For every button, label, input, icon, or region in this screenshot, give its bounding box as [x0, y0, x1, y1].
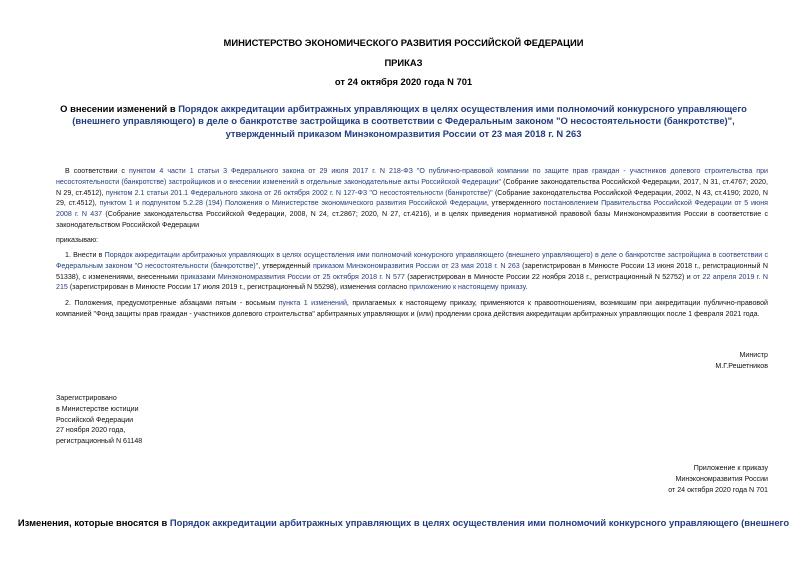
item1-text-2: , утвержденный [258, 261, 313, 270]
item1-link-order-215[interactable]: от 22 апреля 2019 г. N 215 [56, 272, 769, 292]
item1-link-procedure[interactable]: Порядок аккредитации арбитражных управляющих в целях осуществления ими полномочий конкурсного управляющего (внешнего управляющего) в деле о банкротстве застройщика в соответствии с Федеральным законом "О несостоятельности (банкротстве)" [56, 251, 769, 270]
preamble-link-resolution-437[interactable]: постановлением Правительства Российской Федерации от 5 июня 2008 г. N 437 [56, 199, 768, 219]
signature-name: М.Г.Решетников [715, 361, 768, 370]
item2-link-changes-point-1[interactable]: пункта 1 изменений [278, 299, 347, 307]
preamble-text-2: (Собрание законодательства Российской Федерации, 2017, N 31, ст.4767; 2020, N 29, ст.4512), [56, 177, 768, 197]
changes-title-prefix: Изменения, которые вносятся в [17, 517, 170, 528]
registration-line-3: Российской Федерации [56, 415, 134, 424]
preamble-link-regulation[interactable]: пунктом 1 и подпунктом 5.2.28 (194) Положения о Министерстве экономического развития Российской Федерации [99, 199, 487, 208]
item1-text-5: (зарегистрирован в Минюсте России 17 июля 2019 г., регистрационный N 55298), изменения согласно [67, 283, 410, 292]
item1-text-3: (зарегистрирован в Минюсте России 13 июня 2018 г., регистрационный N 51338), с изменениями, внесенными [56, 261, 768, 281]
item1-text-1: 1. Внести в [65, 251, 105, 259]
changes-title-link[interactable]: Порядок аккредитации арбитражных управляющих в целях осуществления ими полномочий конкурсного управляющего (внешнего [169, 517, 790, 528]
order-word: приказываю: [56, 236, 99, 244]
item-1-paragraph [56, 250, 768, 293]
registration-block [56, 393, 256, 447]
document-title [56, 103, 751, 140]
item1-link-appendix[interactable]: приложению к настоящему приказу [409, 283, 526, 292]
preamble-text-3: (Собрание законодательства Российской Федерации, 2002, N 43, ст.4190; 2020, N 29, ст.4512), [56, 188, 768, 208]
item-2-paragraph [56, 298, 768, 320]
signature-position: Министр [739, 351, 768, 359]
appendix-line-1: Приложение к приказу [693, 464, 768, 472]
registration-line-5: регистрационный N 61148 [56, 437, 143, 446]
ministry-heading: МИНИСТЕРСТВО ЭКОНОМИЧЕСКОГО РАЗВИТИЯ РОССИЙСКОЙ ФЕДЕРАЦИИ [223, 37, 584, 48]
registration-line-2: в Министерстве юстиции [56, 404, 139, 413]
registration-line-4: 27 ноября 2020 года, [56, 426, 126, 435]
preamble-text-1: В соответствии с [65, 167, 129, 175]
changes-title [10, 517, 797, 528]
signature-block [560, 350, 768, 372]
item2-text-2: , прилагаемых к настоящему приказу, применяются к правоотношениям, возникшим при аккредитации публично-правовой компанией "Фонд защиты прав граждан - участников долевого строительства" арбитражных управляющих и (или) продлении срока действия аккредитации арбитражных управляющих после 1 февраля 2021 года. [56, 299, 768, 318]
preamble-link-218fz[interactable]: пунктом 4 части 1 статьи 3 Федерального закона от 29 июля 2017 г. N 218-ФЗ "О публично-правовой компании по защите прав граждан - участников долевого строительства при несостоятельности (банкротстве) застройщиков и о внесении изменений в отдельные законодательные акты Российской Федерации" [56, 167, 769, 186]
preamble-paragraph [56, 166, 768, 231]
doc-type-heading: ПРИКАЗ [384, 57, 423, 68]
item1-text-6: . [525, 283, 528, 292]
preamble-text-4: , утвержденного [486, 199, 544, 208]
registration-line-1: Зарегистрировано [56, 394, 117, 402]
preamble-text-5: (Собрание законодательства Российской Федерации, 2008, N 24, ст.2867; 2020, N 27, ст.4216), и в целях приведения нормативной правовой базы Минэкономразвития России в соответствие с законодательством Российской Федерации [56, 210, 769, 229]
item1-link-order-263[interactable]: приказом Минэкономразвития России от 23 мая 2018 г. N 263 [313, 261, 520, 270]
title-prefix: О внесении изменений в [60, 103, 179, 114]
preamble-link-127fz[interactable]: пунктом 2.1 статьи 201.1 Федерального закона от 26 октября 2002 г. N 127-ФЗ "О несостоятельности (банкротстве)" [105, 188, 493, 197]
appendix-line-3: от 24 октября 2020 года N 701 [668, 485, 768, 494]
doc-date-number: от 24 октября 2020 года N 701 [334, 76, 473, 87]
appendix-line-2: Минэкономразвития России [675, 474, 768, 483]
item1-text-4: (зарегистрирован в Минюсте России 22 ноября 2018 г., регистрационный N 52752) и [404, 272, 694, 281]
appendix-block [560, 463, 768, 495]
item2-text-1: 2. Положения, предусмотренные абзацами пятым - восьмым [65, 299, 279, 307]
title-link[interactable]: Порядок аккредитации арбитражных управляющих в целях осуществления ими полномочий конкурсного управляющего (внешнего управляющего) в деле о банкротстве застройщика в соответствии с Федеральным законом "О несостоятельности (банкротстве)", утвержденный приказом Минэкономразвития России от 23 мая 2018 г. N 263 [72, 103, 747, 139]
item1-link-order-577[interactable]: приказами Минэкономразвития России от 25 октября 2018 г. N 577 [180, 272, 405, 281]
